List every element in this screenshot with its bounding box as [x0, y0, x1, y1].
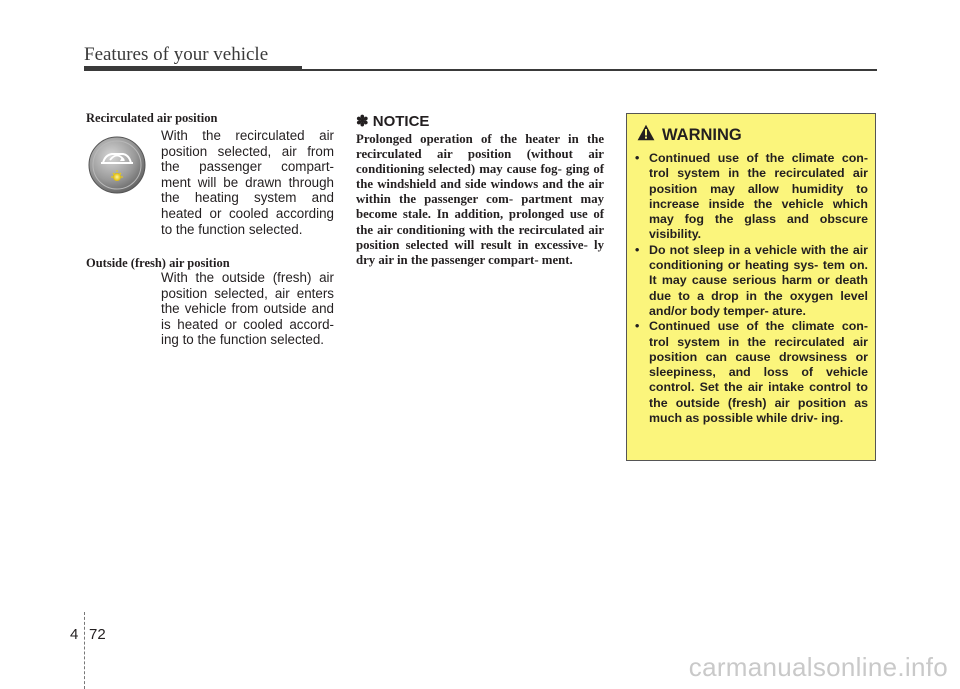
outside-heading: Outside (fresh) air position — [86, 256, 230, 270]
warning-item-text: Continued use of the climate con- trol system in the recirculated air position may allow humidity to increase inside the vehicle which may fog the glass and obscure visibility. — [649, 151, 868, 242]
chapter-number: 4 — [70, 626, 79, 643]
warning-box — [626, 113, 876, 461]
page-header-title: Features of your vehicle — [84, 44, 269, 65]
header-rule-thick — [84, 66, 302, 71]
warning-title: WARNING — [662, 125, 742, 144]
recirculated-air-button-icon — [87, 135, 147, 195]
warning-triangle-icon — [637, 124, 655, 146]
outside-body: With the outside (fresh) air position selected, air enters the vehicle from outside and is heated or cooled accord- ing to the function selected. — [161, 270, 334, 348]
warning-item: • Continued use of the climate con- trol system in the recirculated air position may allow humidity to increase inside the vehicle which may fog the glass and obscure visibility. — [635, 151, 868, 242]
warning-list — [635, 151, 868, 426]
warning-item-text: Do not sleep in a vehicle with the air conditioning or heating sys- tem on. It may cause serious harm or death due to a drop in the oxygen level and/or body temper- ature. — [649, 242, 868, 318]
notice-title-text: NOTICE — [372, 113, 430, 130]
watermark: carmanualsonline.info — [688, 652, 948, 682]
recirculated-body: With the recirculated air position selected, air from the passenger compart- ment will be drawn through the heating system and heated or cooled according to the function selected. — [161, 128, 334, 237]
page-number: 72 — [89, 626, 106, 643]
warning-item: • Do not sleep in a vehicle with the air conditioning or heating sys- tem on. It may cause serious harm or death due to a drop in the oxygen level and/or body temper- ature. — [635, 242, 868, 318]
warning-item-text: Continued use of the climate con- trol system in the recirculated air position can cause drowsiness or sleepiness, and loss of vehicle control. Set the air intake control to the outside (fresh) air position as much as possible while driv- ing. — [649, 319, 868, 426]
header-rule-thin — [300, 69, 877, 71]
warning-header — [637, 124, 742, 146]
notice-symbol: ✽ — [356, 113, 369, 130]
warning-item: • Continued use of the climate con- trol system in the recirculated air position can cause drowsiness or sleepiness, and loss of vehicle control. Set the air intake control to the outside (fresh) air position as much as possible while driv- ing. — [635, 319, 868, 426]
notice-title — [356, 112, 429, 130]
notice-body: Prolonged operation of the heater in the recirculated air position (without air conditioning selected) may cause fog- ging of the windshield and side windows and the air within the passenger com- partment may become stale. In addition, prolonged use of the air conditioning with the recirculated air position selected will result in excessive- ly dry air in the passenger compart- ment. — [356, 132, 604, 267]
footer-divider-vertical — [84, 612, 86, 689]
recirculated-heading: Recirculated air position — [86, 111, 218, 125]
